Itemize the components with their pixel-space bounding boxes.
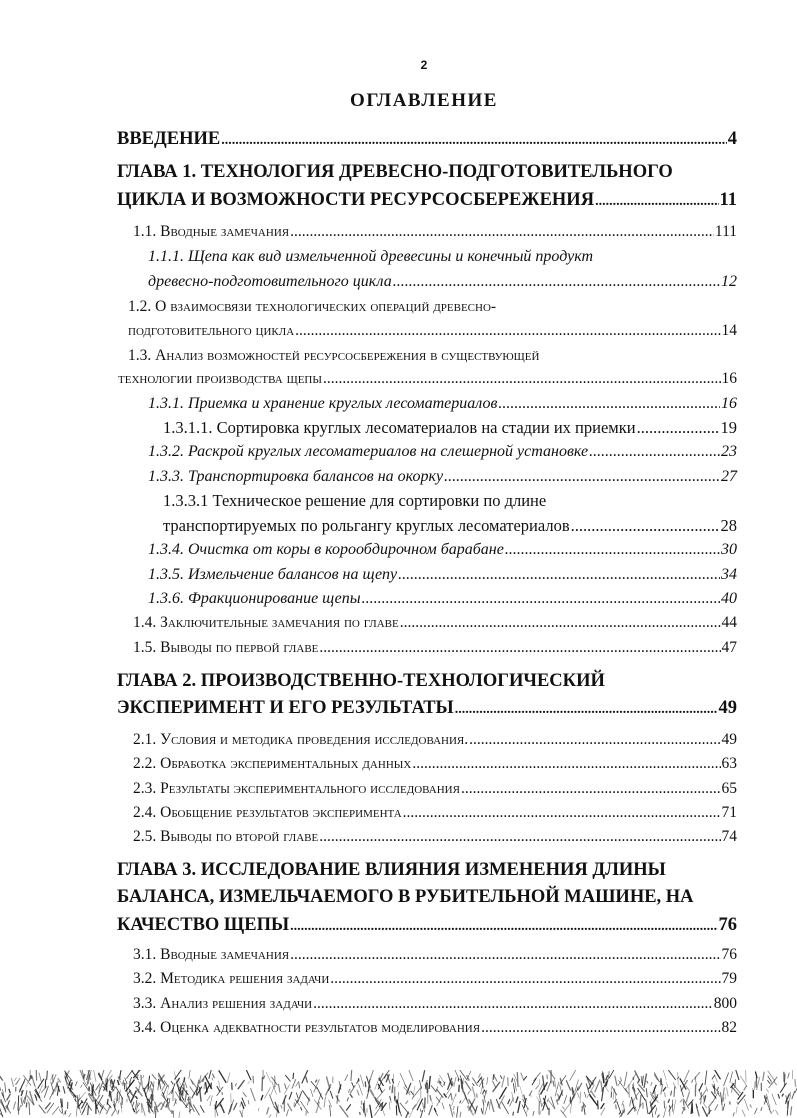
toc-entry xyxy=(163,416,737,440)
toc-entry-label: 1.3. Анализ возможностей ресурсосбережения в существующей xyxy=(128,347,540,364)
toc-entry-line xyxy=(117,858,666,882)
toc-entry-page: 34 xyxy=(721,566,737,583)
toc-entry-label: 1.4. Заключительные замечания по главе xyxy=(133,614,399,631)
toc-entry-page: 14 xyxy=(721,322,737,339)
toc-entry-page: 19 xyxy=(720,418,737,437)
toc-entry-label: 2.2. Обработка экспериментальных данных xyxy=(133,755,412,772)
toc-entry-label: ГЛАВА 2. ПРОИЗВОДСТВЕННО-ТЕХНОЛОГИЧЕСКИЙ xyxy=(117,671,605,691)
toc-entry-label: 1.3.1.1. Сортировка круглых лесоматериалов на стадии их приемки xyxy=(163,418,636,437)
toc-entry-label: 1.3.3.1 Техническое решение для сортировки по длине xyxy=(163,491,547,510)
toc-entry-label: 1.3.2. Раскрой круглых лесоматериалов на слешерной установке xyxy=(148,443,589,460)
toc-entry xyxy=(117,913,737,937)
dot-leader xyxy=(398,563,720,587)
toc-entry-page: 76 xyxy=(718,915,737,935)
dot-leader xyxy=(505,538,720,562)
toc-entry xyxy=(133,777,737,801)
dot-leader xyxy=(637,416,720,440)
toc-entry xyxy=(118,367,737,391)
toc-entry-label: ЭКСПЕРИМЕНТ И ЕГО РЕЗУЛЬТАТЫ xyxy=(117,698,454,718)
dot-leader xyxy=(290,220,714,244)
toc-entry xyxy=(133,1016,737,1040)
toc-entry-label: подготовительного цикла xyxy=(128,322,295,339)
dot-leader xyxy=(290,915,717,939)
toc-entry xyxy=(133,611,737,635)
toc-entry xyxy=(133,220,737,244)
toc-entry-page: 28 xyxy=(720,516,737,535)
toc-entry-page: 82 xyxy=(721,1019,737,1036)
dot-leader xyxy=(290,943,720,967)
toc-entry-label: 2.3. Результаты экспериментального исследования xyxy=(133,780,460,797)
toc-entry xyxy=(133,825,737,849)
dot-leader xyxy=(481,1016,720,1040)
toc-entry-page: 16 xyxy=(721,395,737,412)
toc-entry-line xyxy=(163,489,546,513)
toc-entry xyxy=(148,538,737,562)
toc-entry xyxy=(133,967,737,991)
toc-title: ОГЛАВЛЕНИЕ xyxy=(350,90,498,111)
toc-entry-page: 16 xyxy=(721,370,737,387)
toc-entry-label: 2.4. Обобщение результатов эксперимента xyxy=(133,804,402,821)
toc-entry-label: ВВЕДЕНИЕ xyxy=(117,129,221,149)
toc-entry-label: ГЛАВА 3. ИССЛЕДОВАНИЕ ВЛИЯНИЯ ИЗМЕНЕНИЯ ДЛИНЫ xyxy=(117,860,666,880)
toc-entry-page: 40 xyxy=(721,590,737,607)
toc-entry-page: 49 xyxy=(718,698,737,718)
toc-entry-label: 1.2. О взаимосвязи технологических операций древесно- xyxy=(128,298,497,315)
toc-entry xyxy=(133,801,737,825)
toc-entry xyxy=(133,943,737,967)
toc-entry-label: 3.2. Методика решения задачи xyxy=(133,970,330,987)
toc-entry-label: 1.3.6. Фракционирование щепы xyxy=(148,590,361,607)
toc-entry-label: 1.3.4. Очистка от коры в корообдирочном барабане xyxy=(148,541,504,558)
toc-entry xyxy=(148,440,737,464)
toc-entry-page: 74 xyxy=(721,828,737,845)
toc-entry-page: 79 xyxy=(721,970,737,987)
toc-entry-line xyxy=(117,160,673,184)
dot-leader xyxy=(595,190,718,214)
dot-leader xyxy=(221,129,727,153)
toc-entry-page: 44 xyxy=(721,614,737,631)
toc-entry-line xyxy=(117,669,605,693)
toc-entry-label: 1.3.1. Приемка и хранение круглых лесоматериалов xyxy=(148,395,498,412)
toc-entry-page: 63 xyxy=(721,755,737,772)
dot-leader xyxy=(469,728,720,752)
toc-entry-label: древесно-подготовительного цикла xyxy=(148,273,392,290)
dot-leader xyxy=(455,698,718,722)
toc-entry-label: технологии производства щепы xyxy=(118,370,322,387)
toc-entry-page: 71 xyxy=(721,804,737,821)
toc-entry-label: 2.5. Выводы по второй главе xyxy=(133,828,319,845)
toc-entry xyxy=(148,563,737,587)
toc-entry-page: 12 xyxy=(721,273,737,290)
toc-entry-label: ГЛАВА 1. ТЕХНОЛОГИЯ ДРЕВЕСНО-ПОДГОТОВИТЕЛЬНОГО xyxy=(117,162,673,182)
dot-leader xyxy=(393,270,720,294)
dot-leader xyxy=(571,514,720,538)
dot-leader xyxy=(323,367,721,391)
toc-entry xyxy=(133,728,737,752)
toc-entry-label: 3.4. Оценка адекватности результатов моделирования xyxy=(133,1019,481,1036)
toc-entry-page: 4 xyxy=(727,129,737,149)
toc-entry xyxy=(148,392,737,416)
toc-entry-line xyxy=(128,344,539,368)
toc-entry-page: 23 xyxy=(721,443,737,460)
toc-entry-line xyxy=(148,245,593,269)
dot-leader xyxy=(589,440,720,464)
dot-leader xyxy=(295,319,720,343)
dot-leader xyxy=(319,825,720,849)
toc-entry-label: транспортируемых по рольгангу круглых лесоматериалов xyxy=(163,516,570,535)
dot-leader xyxy=(319,636,720,660)
toc-entry-page: 27 xyxy=(721,468,737,485)
toc-entry-page: 800 xyxy=(713,995,737,1012)
toc-entry-page: 11 xyxy=(719,190,737,210)
dot-leader xyxy=(330,967,720,991)
toc-entry xyxy=(117,696,737,720)
toc-entry xyxy=(133,636,737,660)
dot-leader xyxy=(498,392,720,416)
toc-entry xyxy=(148,465,737,489)
toc-entry-label: КАЧЕСТВО ЩЕПЫ xyxy=(117,915,290,935)
dot-leader xyxy=(400,611,721,635)
toc-entry-label: 1.1. Вводные замечания xyxy=(133,223,290,240)
toc-entry-line xyxy=(128,295,496,319)
toc-entry xyxy=(148,270,737,294)
dot-leader xyxy=(362,587,720,611)
toc-entry-label: 1.3.5. Измельчение балансов на щепу xyxy=(148,566,398,583)
dot-leader xyxy=(444,465,720,489)
dot-leader xyxy=(313,992,713,1016)
dot-leader xyxy=(412,752,720,776)
page-number: 2 xyxy=(420,58,428,72)
toc-entry-page: 47 xyxy=(721,639,737,656)
toc-entry xyxy=(128,319,737,343)
dot-leader xyxy=(403,801,721,825)
toc-entry-page: 49 xyxy=(721,731,737,748)
toc-entry xyxy=(163,514,737,538)
toc-entry-label: 1.1.1. Щепа как вид измельченной древесины и конечный продукт xyxy=(148,248,594,265)
toc-entry xyxy=(117,188,737,212)
toc-entry-label: 1.5. Выводы по первой главе xyxy=(133,639,319,656)
toc-entry xyxy=(117,127,737,151)
toc-entry-line xyxy=(117,885,694,909)
toc-entry-page: 65 xyxy=(721,780,737,797)
toc-entry-label: 3.1. Вводные замечания xyxy=(133,946,290,963)
toc-entry-label: 1.3.3. Транспортировка балансов на окорку xyxy=(148,468,444,485)
scan-noise-strip xyxy=(0,1070,797,1118)
toc-entry-label: БАЛАНСА, ИЗМЕЛЬЧАЕМОГО В РУБИТЕЛЬНОЙ МАШИНЕ, НА xyxy=(117,887,694,907)
toc-entry xyxy=(133,752,737,776)
toc-entry-label: 3.3. Анализ решения задачи xyxy=(133,995,313,1012)
toc-entry-label: 2.1. Условия и методика проведения исследования. xyxy=(133,731,469,748)
dot-leader xyxy=(461,777,721,801)
toc-entry xyxy=(133,992,737,1016)
toc-entry-page: 111 xyxy=(714,223,737,240)
toc-entry-label: ЦИКЛА И ВОЗМОЖНОСТИ РЕСУРСОСБЕРЕЖЕНИЯ xyxy=(117,190,595,210)
toc-entry-page: 76 xyxy=(721,946,737,963)
toc-entry xyxy=(148,587,737,611)
toc-entry-page: 30 xyxy=(721,541,737,558)
